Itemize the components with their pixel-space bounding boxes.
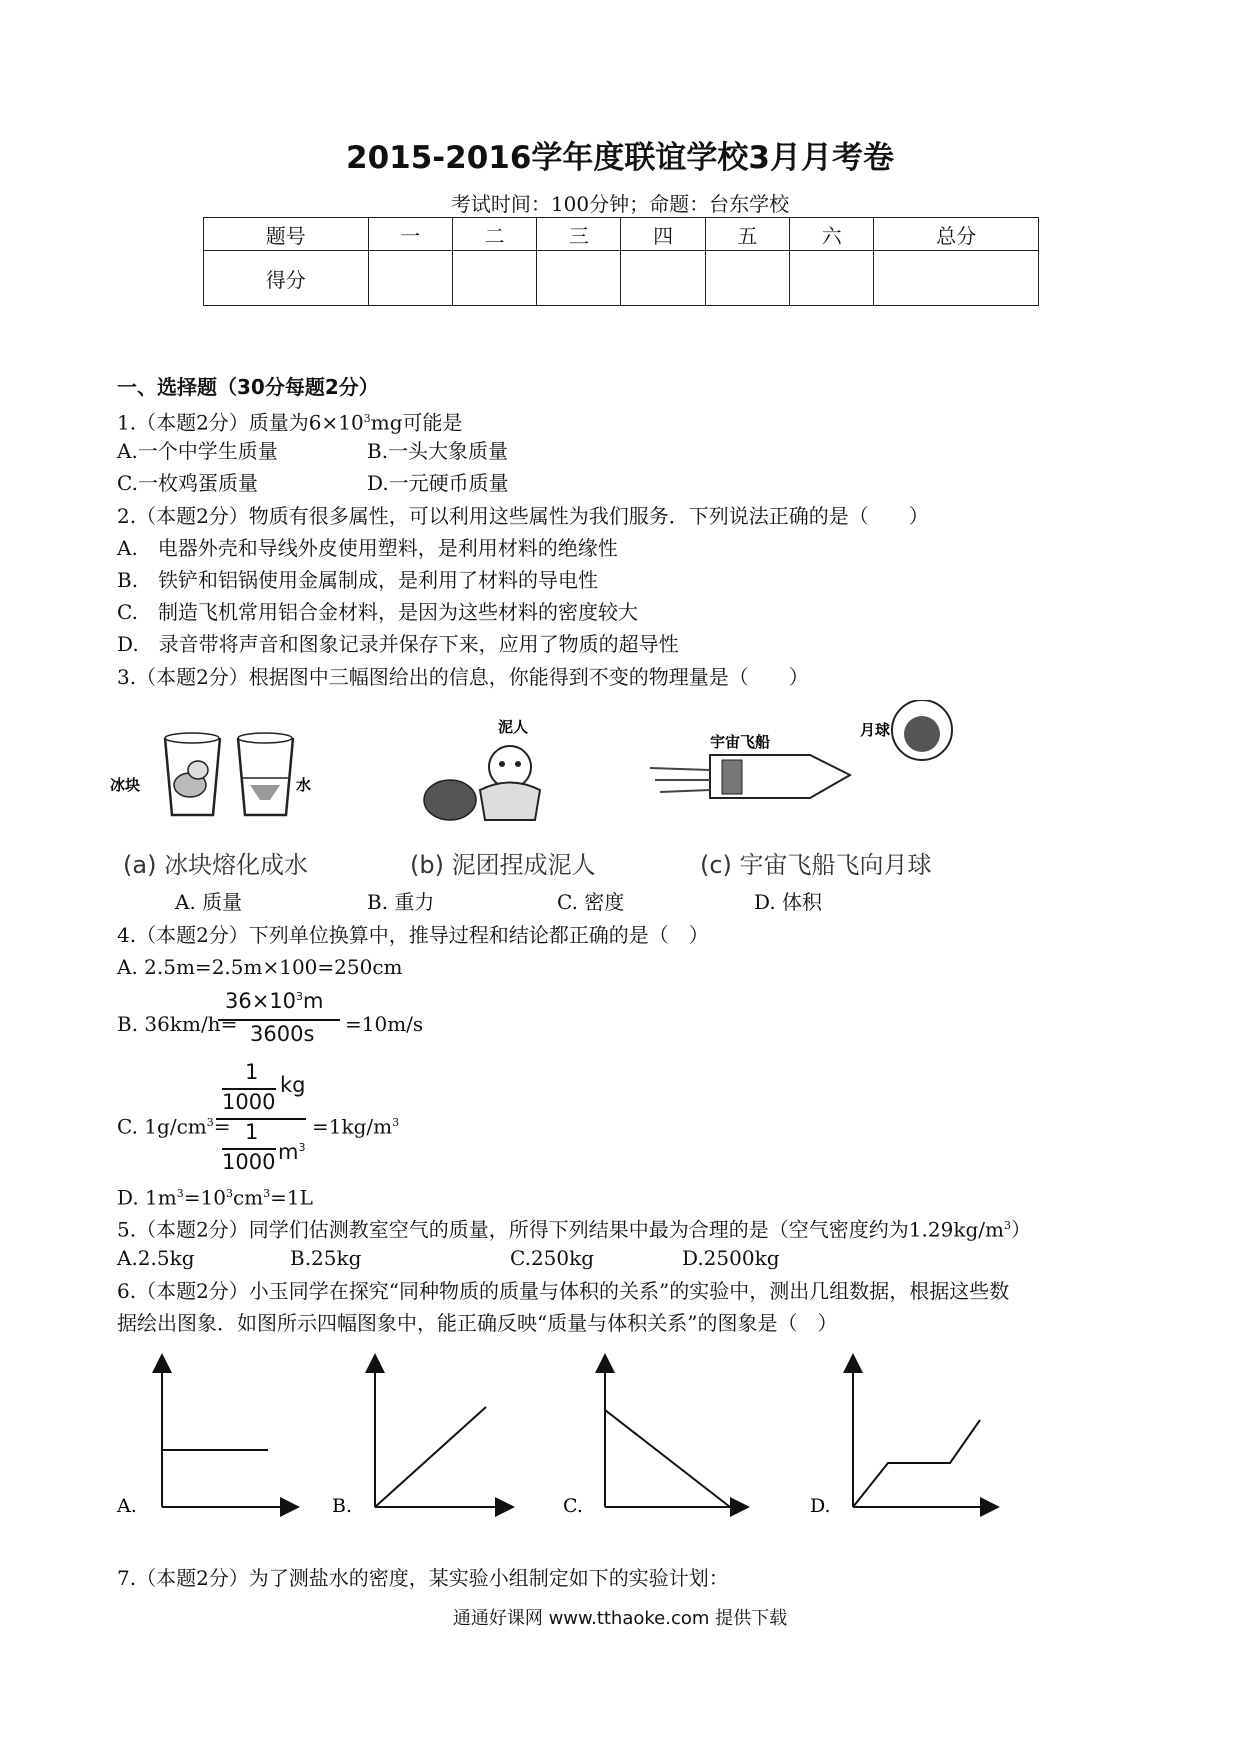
score-cell[interactable]: [368, 251, 452, 306]
score-table-header-cell: 五: [705, 218, 789, 251]
score-table-header-cell: 二: [452, 218, 536, 251]
q3-illustrations: [110, 700, 960, 830]
q4-option-c-num-bottom: 1000: [222, 1090, 276, 1114]
q5-option-c: C.250kg: [510, 1246, 595, 1270]
score-table-header-cell: 题号: [204, 218, 369, 251]
exam-title: 2015-2016学年度联谊学校3月月考卷: [346, 140, 894, 176]
q4-option-c-num-unit: kg: [280, 1073, 306, 1097]
graph-c: [605, 1363, 740, 1507]
score-cell[interactable]: [874, 251, 1039, 306]
score-cell[interactable]: [537, 251, 621, 306]
q3-caption-b: (b) 泥团捏成泥人: [410, 851, 596, 879]
graph-b: [375, 1363, 505, 1507]
score-cell[interactable]: [790, 251, 874, 306]
q1-option-a: A.一个中学生质量: [117, 439, 278, 463]
q3-option-a: A. 质量: [175, 890, 243, 914]
q4-option-b-denominator: 3600s: [250, 1022, 315, 1046]
q4-option-c-main-bar: [216, 1118, 306, 1120]
label-moon: 月球: [860, 721, 891, 739]
label-clay-man: 泥人: [498, 718, 529, 736]
exam-subtitle: 考试时间：100分钟；命题：台东学校: [450, 192, 790, 216]
score-table-header-cell: 一: [368, 218, 452, 251]
graph-d: [853, 1363, 990, 1507]
score-table: [203, 217, 1039, 306]
q4-option-c-num-top: 1: [245, 1060, 259, 1084]
score-table-header-cell: 三: [537, 218, 621, 251]
page-footer: 通通好课网 www.tthaoke.com 提供下载: [452, 1608, 788, 1629]
score-cell[interactable]: [452, 251, 536, 306]
score-table-header-cell: 六: [790, 218, 874, 251]
q3-option-d: D. 体积: [754, 890, 823, 914]
q1-option-d: D.一元硬币质量: [367, 471, 509, 495]
q3-caption-c: (c) 宇宙飞船飞向月球: [700, 851, 932, 879]
q2-option-d: D. 录音带将声音和图象记录并保存下来，应用了物质的超导性: [117, 632, 679, 656]
q6-stem-line2: 据绘出图象．如图所示四幅图象中，能正确反映“质量与体积关系”的图象是（ ）: [117, 1311, 838, 1335]
q4-option-b-prefix: B. 36km/h=: [117, 1012, 238, 1036]
ice-glass-figure: [165, 733, 220, 815]
score-row-label: 得分: [204, 251, 369, 306]
q4-option-b-fraction-bar: [218, 1019, 340, 1021]
q3-stem: 3.（本题2分）根据图中三幅图给出的信息，你能得到不变的物理量是（ ）: [117, 665, 809, 689]
section-title: 一、选择题（30分每题2分）: [117, 375, 379, 399]
score-table-score-row: [204, 251, 1039, 306]
label-ice: 冰块: [110, 776, 141, 794]
q4-option-c-prefix: C. $1g/cm^3=$: [117, 1114, 231, 1139]
score-table-header-cell: 总分: [874, 218, 1039, 251]
score-table-header-row: [204, 218, 1039, 251]
graph-a: [162, 1363, 290, 1507]
q3-option-c: C. 密度: [557, 890, 625, 914]
q4-option-d: D. $1m^3=10^3cm^3=1L$: [117, 1185, 313, 1210]
q6-stem-line1: 6.（本题2分）小玉同学在探究“同种物质的质量与体积的关系”的实验中，测出几组数据，根据这些数: [117, 1279, 1010, 1303]
q4-option-a: A. 2.5m=2.5m×100=250cm: [117, 955, 403, 979]
clay-figure: [424, 746, 540, 820]
q5-option-d: D.2500kg: [682, 1246, 780, 1270]
q4-stem: 4.（本题2分）下列单位换算中，推导过程和结论都正确的是（ ）: [117, 923, 709, 947]
q5-option-b: B.25kg: [290, 1246, 362, 1270]
q1-option-b: B.一头大象质量: [367, 439, 509, 463]
q4-option-c-den-bottom: 1000: [222, 1150, 276, 1174]
q4-option-b-suffix: =10m/s: [345, 1012, 424, 1036]
q1-stem: 1.（本题2分）质量为$6\times 10^3mg$可能是: [117, 410, 463, 435]
score-table-header-cell: 四: [621, 218, 705, 251]
graph-label-b: B.: [332, 1495, 353, 1517]
graph-label-c: C.: [563, 1495, 583, 1517]
score-cell[interactable]: [621, 251, 705, 306]
label-water: 水: [296, 776, 312, 794]
q3-option-b: B. 重力: [367, 890, 435, 914]
graph-label-d: D.: [810, 1495, 831, 1517]
q1-option-c: C.一枚鸡蛋质量: [117, 471, 258, 495]
q5-stem: 5.（本题2分）同学们估测教室空气的质量，所得下列结果中最为合理的是（空气密度约为$1.29kg/m^3$）: [117, 1217, 1031, 1242]
moon-figure: [892, 700, 952, 760]
score-cell[interactable]: [705, 251, 789, 306]
q2-option-c: C. 制造飞机常用铝合金材料，是因为这些材料的密度较大: [117, 600, 638, 624]
q2-option-a: A. 电器外壳和导线外皮使用塑料，是利用材料的绝缘性: [117, 536, 618, 560]
q6-graphs: [110, 1345, 1010, 1525]
water-glass-figure: [238, 733, 293, 815]
q7-stem: 7.（本题2分）为了测盐水的密度，某实验小组制定如下的实验计划：: [117, 1566, 729, 1590]
q2-stem: 2.（本题2分）物质有很多属性，可以利用这些属性为我们服务．下列说法正确的是（ ）: [117, 504, 929, 528]
q2-option-b: B. 铁铲和铝锅使用金属制成，是利用了材料的导电性: [117, 568, 599, 592]
label-spaceship: 宇宙飞船: [710, 733, 771, 751]
spaceship-figure: [650, 755, 850, 798]
q5-option-a: A.2.5kg: [117, 1246, 195, 1270]
q4-option-c-suffix: $=1kg/m^3$: [312, 1114, 400, 1139]
q4-option-b-numerator: $36\times 10^3m$: [225, 989, 324, 1013]
q3-caption-a: (a) 冰块熔化成水: [123, 851, 309, 879]
q4-option-c-den-unit: $m^3$: [278, 1140, 306, 1164]
graph-label-a: A.: [117, 1495, 137, 1517]
q4-option-c-den-top: 1: [245, 1120, 259, 1144]
